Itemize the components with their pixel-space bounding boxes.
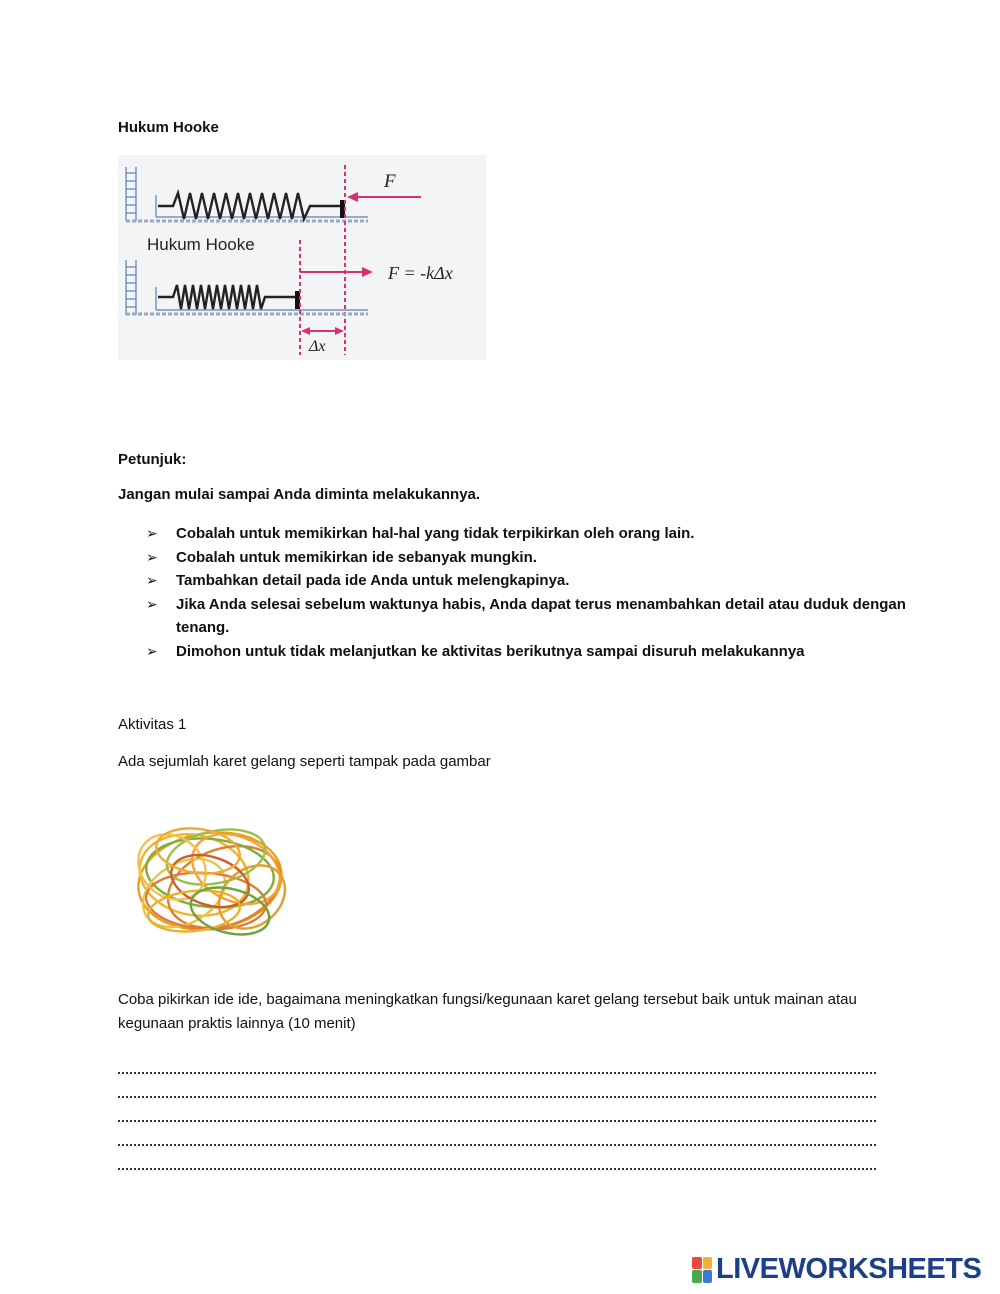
arrowhead-bullet-icon: ➢	[146, 548, 158, 565]
answer-line[interactable]	[118, 1146, 876, 1170]
equation-label: F = -kΔx	[388, 263, 453, 283]
list-item: ➢ Dimohon untuk tidak melanjutkan ke aktivitas berikutnya sampai disuruh melakukannya	[146, 640, 906, 664]
delta-label: Δx	[309, 338, 326, 355]
answer-line[interactable]	[118, 1122, 876, 1146]
arrowhead-bullet-icon: ➢	[146, 642, 158, 659]
answer-line[interactable]	[118, 1098, 876, 1122]
arrowhead-bullet-icon: ➢	[146, 595, 158, 612]
activity-intro: Ada sejumlah karet gelang seperti tampak pada gambar	[118, 753, 491, 770]
hooke-law-diagram	[118, 155, 486, 360]
diagram-label: Hukum Hooke	[147, 235, 255, 254]
instructions-warning: Jangan mulai sampai Anda diminta melakukannya.	[118, 486, 481, 503]
list-item: ➢ Cobalah untuk memikirkan hal-hal yang tidak terpikirkan oleh orang lain.	[146, 522, 906, 546]
instructions-heading: Petunjuk:	[118, 451, 187, 468]
list-item: ➢ Jika Anda selesai sebelum waktunya habis, Anda dapat terus menambahkan detail atau duduk dengan tenang.	[146, 593, 906, 640]
arrowhead-bullet-icon: ➢	[146, 572, 158, 588]
force-label: F	[384, 171, 396, 192]
instructions-list	[146, 522, 906, 663]
page-title: Hukum Hooke	[118, 119, 219, 136]
rubber-bands-image	[124, 815, 296, 945]
arrowhead-bullet-icon: ➢	[146, 525, 158, 541]
logo-text: LIVEWORKSHEETS	[716, 1253, 982, 1285]
answer-line[interactable]	[118, 1050, 876, 1074]
liveworksheets-logo	[692, 1253, 981, 1286]
list-item: ➢ Cobalah untuk memikirkan ide sebanyak mungkin.	[146, 546, 906, 570]
logo-badge-icon	[692, 1257, 712, 1283]
list-item: ➢ Tambahkan detail pada ide Anda untuk melengkapinya.	[146, 569, 906, 593]
activity-question: Coba pikirkan ide ide, bagaimana meningkatkan fungsi/kegunaan karet gelang tersebut baik untuk mainan atau kegunaan praktis lainnya (10 menit)	[118, 991, 857, 1032]
activity-title: Aktivitas 1	[118, 716, 187, 733]
answer-line[interactable]	[118, 1074, 876, 1098]
answer-area	[118, 1050, 876, 1170]
